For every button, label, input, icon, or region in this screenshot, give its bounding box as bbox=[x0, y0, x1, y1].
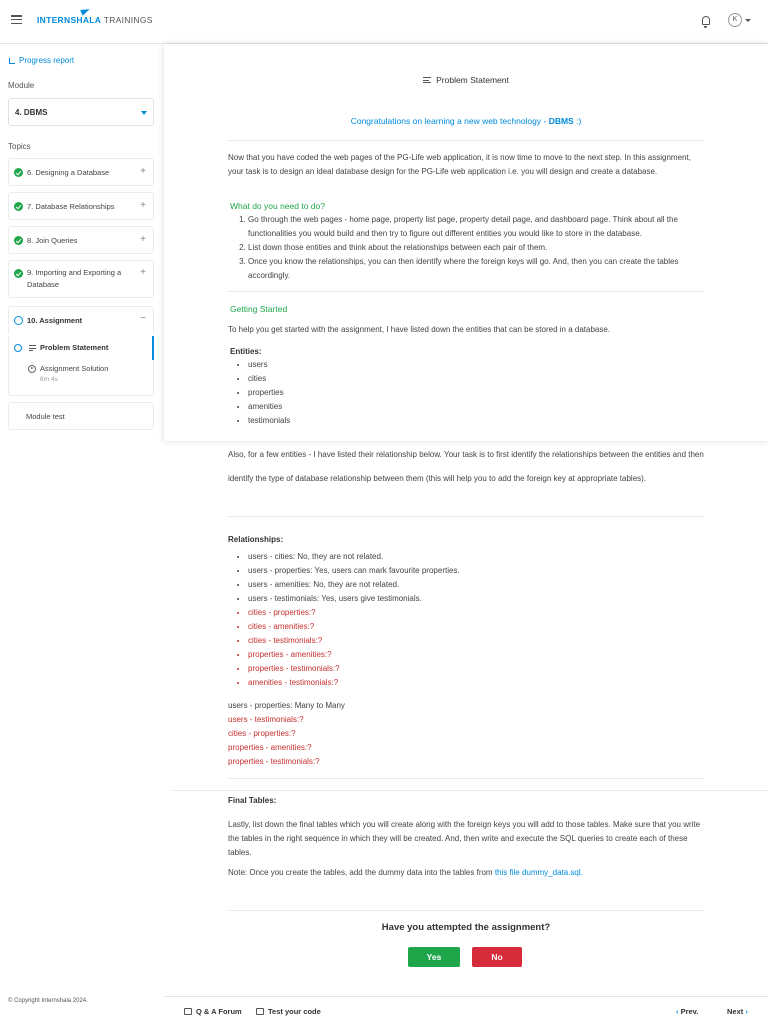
divider bbox=[228, 778, 704, 779]
congrats-message: Congratulations on learning a new web technology - DBMS :) bbox=[350, 116, 582, 126]
progress-report-link[interactable]: Progress report bbox=[9, 56, 74, 65]
todo-heading: What do you need to do? bbox=[230, 201, 325, 211]
divider bbox=[228, 516, 704, 517]
check-circle-icon bbox=[14, 269, 23, 278]
list-item: • cities - properties:? bbox=[248, 606, 460, 620]
prev-button[interactable]: ‹ Prev. bbox=[676, 1007, 699, 1016]
topics-label: Topics bbox=[8, 142, 31, 151]
chevron-down-icon bbox=[141, 111, 147, 115]
topic-item[interactable]: 9. Importing and Exporting a Database + bbox=[8, 260, 154, 298]
text-lines-icon bbox=[423, 77, 431, 83]
list-item: • users - testimonials: Yes, users give testimonials. bbox=[248, 592, 460, 606]
page-title: Problem Statement bbox=[164, 75, 768, 85]
relations-intro: Also, for a few entities - I have listed their relationship below. Your task is to first identify the relationships between the entities and then identify the type of database relationship between them (this will help you to add the foreign key at appropriate tables). bbox=[228, 450, 704, 483]
list-item: • users - amenities: No, they are not related. bbox=[248, 578, 460, 592]
type-line: users - properties: Many to Many bbox=[228, 701, 345, 710]
top-bar bbox=[0, 0, 768, 44]
module-select-value: 4. DBMS bbox=[15, 108, 48, 117]
entities-heading: Entities: bbox=[230, 347, 262, 356]
list-item: • properties - amenities:? bbox=[248, 648, 460, 662]
list-item: • users - properties: Yes, users can mark favourite properties. bbox=[248, 564, 460, 578]
check-circle-icon bbox=[14, 168, 23, 177]
test-code-button[interactable]: Test your code bbox=[256, 1007, 321, 1016]
final-tables-heading: Final Tables: bbox=[228, 796, 277, 805]
divider bbox=[228, 910, 704, 911]
bar-chart-icon bbox=[9, 58, 15, 64]
chevron-left-icon: ‹ bbox=[676, 1007, 679, 1016]
todo-list bbox=[228, 213, 704, 283]
type-line: properties - amenities:? bbox=[228, 743, 312, 752]
list-item: • cities - testimonials:? bbox=[248, 634, 460, 648]
relationships-heading: Relationships: bbox=[228, 535, 284, 544]
check-circle-icon bbox=[14, 202, 23, 211]
final-tables-text: Lastly, list down the final tables which you will create along with the foreign keys you will add to those tables. Make sure that you write the tables in the right sequence in which they will be created. And, then write and execute the SQL queries to create each of these tables. bbox=[228, 820, 701, 857]
list-item: • amenities bbox=[248, 400, 290, 414]
sidebar-item-problem-statement[interactable]: Problem Statement bbox=[8, 336, 154, 360]
divider bbox=[228, 140, 704, 141]
list-item: • users bbox=[248, 358, 290, 372]
list-item: 1. Go through the web pages - home page, property list page, property detail page, and dashboard page. Think about all the functionalities you would build and then try to figure out different entities you would like to store in the database. bbox=[248, 213, 704, 241]
chevron-down-icon[interactable] bbox=[745, 19, 751, 22]
dummy-data-link[interactable]: this file dummy_data.sql. bbox=[494, 868, 583, 877]
logo[interactable]: INTERNSHALA TRAININGS bbox=[37, 15, 153, 25]
getting-started-text: To help you get started with the assignment, I have listed down the entities that can be stored in a database. bbox=[228, 325, 611, 334]
intro-text: Now that you have coded the web pages of the PG-Life web application, it is now time to move to the next step. In this assignment, your task is to design an ideal database design for the PG-Life web application i.e. you will design and create a database. bbox=[228, 153, 691, 176]
copyright: © Copyright Internshala 2024. bbox=[8, 998, 88, 1004]
attempt-question: Have you attempted the assignment? bbox=[381, 922, 551, 933]
topic-item-active[interactable]: 10. Assignment − bbox=[8, 306, 154, 334]
getting-started-heading: Getting Started bbox=[230, 304, 288, 314]
plus-icon[interactable]: + bbox=[140, 267, 146, 278]
list-item: • properties - testimonials:? bbox=[248, 662, 460, 676]
module-label: Module bbox=[8, 81, 35, 90]
list-item: • cities bbox=[248, 372, 290, 386]
topic-item[interactable]: 6. Designing a Database + bbox=[8, 158, 154, 186]
qa-forum-button[interactable]: Q & A Forum bbox=[184, 1007, 242, 1016]
list-item: 3. Once you know the relationships, you can then identify where the foreign keys will go. And, then you can create the tables accordingly. bbox=[248, 255, 704, 283]
plus-icon[interactable]: + bbox=[140, 166, 146, 177]
topic-item[interactable]: 8. Join Queries + bbox=[8, 226, 154, 254]
divider bbox=[228, 291, 704, 292]
topic-item[interactable]: 7. Database Relationships + bbox=[8, 192, 154, 220]
menu-icon[interactable] bbox=[11, 15, 22, 24]
sidebar: Progress report Module 4. DBMS Topics 6. Designing a Database + 7. Database Relationships + 8. Join Queries + 9. Importing and Exporting a Database + 10. Assignment − Problem Statement Assignment Solution 6m 4s Module test © Copyright Internshala 2024. bbox=[0, 44, 162, 1024]
progress-circle-icon bbox=[14, 344, 22, 352]
play-circle-icon bbox=[28, 365, 36, 373]
module-select[interactable] bbox=[8, 98, 154, 126]
code-icon bbox=[256, 1008, 264, 1015]
plus-icon[interactable]: + bbox=[140, 234, 146, 245]
problem-statement-card bbox=[164, 44, 768, 441]
type-line: cities - properties:? bbox=[228, 729, 296, 738]
text-lines-icon bbox=[29, 345, 36, 351]
type-line: users - testimonials:? bbox=[228, 715, 304, 724]
plus-icon[interactable]: + bbox=[140, 200, 146, 211]
video-duration: 6m 4s bbox=[40, 376, 58, 383]
forum-icon bbox=[184, 1008, 192, 1015]
chevron-right-icon: › bbox=[745, 1007, 748, 1016]
bottom-bar bbox=[164, 996, 768, 1024]
list-item: • users - cities: No, they are not related. bbox=[248, 550, 460, 564]
notification-bell-icon[interactable] bbox=[702, 16, 710, 25]
next-button[interactable]: Next › bbox=[727, 1007, 748, 1016]
minus-icon[interactable]: − bbox=[140, 313, 146, 324]
list-item: 2. List down those entities and think about the relationships between each pair of them. bbox=[248, 241, 704, 255]
note-text: Note: Once you create the tables, add the dummy data into the tables from this file dummy_data.sql. bbox=[228, 868, 583, 877]
yes-button[interactable]: Yes bbox=[408, 947, 460, 967]
avatar[interactable]: K bbox=[728, 13, 742, 27]
entities-list bbox=[228, 358, 290, 428]
no-button[interactable]: No bbox=[472, 947, 522, 967]
list-item: • amenities - testimonials:? bbox=[248, 676, 460, 690]
check-circle-icon bbox=[14, 236, 23, 245]
module-test-item[interactable]: Module test bbox=[8, 402, 154, 430]
list-item: • testimonials bbox=[248, 414, 290, 428]
type-line: properties - testimonials:? bbox=[228, 757, 320, 766]
relationships-list bbox=[228, 550, 460, 690]
divider bbox=[172, 790, 768, 791]
list-item: • properties bbox=[248, 386, 290, 400]
progress-circle-icon bbox=[14, 316, 23, 325]
relationship-types bbox=[228, 699, 345, 769]
list-item: • cities - amenities:? bbox=[248, 620, 460, 634]
